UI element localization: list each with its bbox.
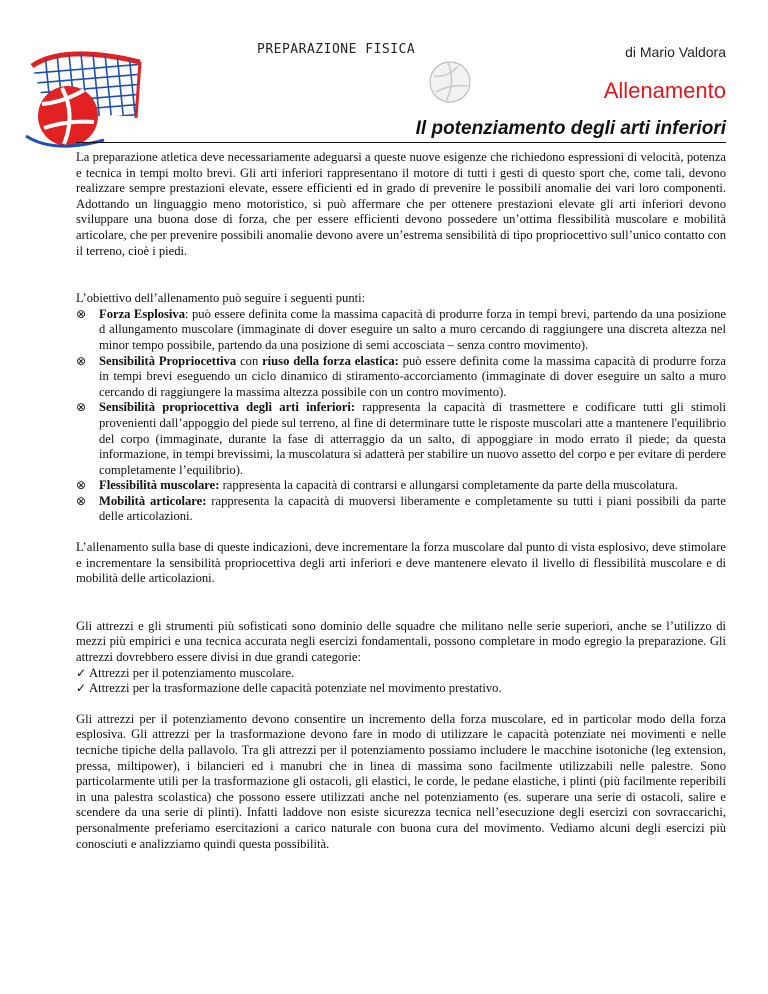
objectives-list [76,307,726,525]
list-item: ⊗ Flessibilità muscolare: rappresenta la capacità di contrarsi e allungarsi completamente da parte della muscolatura. [76,478,678,493]
author: di Mario Valdora [625,44,726,60]
list-item: ✓ Attrezzi per il potenziamento muscolare. [76,665,295,680]
tool-categories-list [76,666,726,697]
tools-paragraph: Gli attrezzi e gli strumenti più sofisticati sono dominio delle squadre che militano nelle serie superiori, anche se l’utilizzo di mezzi più empirici e una tecnica accurata negli esercizi fondamentali, possono completare in modo egregio la preparazione. Gli attrezzi dovrebbero essere divisi in due grandi categorie: [76,618,726,665]
checkmark-icon: ✓ [76,681,87,696]
volleyball-net-logo-icon [24,44,142,156]
circled-times-icon: ⊗ [76,493,87,508]
final-paragraph: Gli attrezzi per il potenziamento devono consentire un incremento della forza muscolare, ed in particolar modo della forza esplosiva. Gli attrezzi per la trasformazione devono fare in modo di utilizzare le capacità potenziate nei movimenti e nelle tecniche tipiche della pallavolo. Tra gli attrezzi per il potenziamento possiamo includere le macchine isotoniche (leg extension, pressa, miltipower), i bilancieri ed i manubri che in linea di massima sono facilmente utilizzabili nelle palestre. Sono particolarmente utili per la trasformazione gli ostacoli, gli elastici, le corde, le pedane elastiche, i plinti (più facilmente reperibili in una palestra scolastica) che possono essere utilizzati anche nel potenziamento (es. superare una serie di ostacoli, salire e scendere da una serie di plinti). Infatti laddove non esiste sicurezza tecnica nell’esecuzione degli esercizi con sovraccarichi, personalmente preferiamo esercitazioni a carico naturale con buona cura del movimento. Vediamo alcuni degli esercizi più conosciuti e analizziamo quindi questa possibilità. [76,711,726,851]
list-item: ⊗ Mobilità articolare: rappresenta la capacità di muoversi liberamente e completamente su tutti i piani possibili da parte delle articolazioni. [76,493,726,524]
intro-paragraph: La preparazione atletica deve necessariamente adeguarsi a queste nuove esigenze che richiedono espressioni di velocità, potenza e tecnica in tempi molto brevi. Gli arti inferiori rappresentano il motore di tutti i gesti di questo sport che, come tali, devono realizzare sempre prestazioni elevate, essere efficienti ed in grado di prevenire le possibili anomalie dei vari loro componenti. Adottando un linguaggio meno motoristico, si può affermare che per ottenere prestazioni elevate gli arti inferiori devono sviluppare una buona dose di forza, che per essere efficienti devono possedere un’ottima flessibilità muscolare e mobilità articolare, che per prevenire possibili anomalie devono avere un’estrema sensibilità di tipo propriocettivo sull’unico contatto con il terreno, cioè i piedi. [76,150,726,258]
title-divider [76,142,726,143]
volleyball-icon [428,60,472,104]
list-item: ⊗ Forza Esplosiva: può essere definita come la massima capacità di produrre forza in tempi brevi, partendo da una posizione d allungamento muscolare (immaginate di dover eseguire un salto a muro cercando di raggiungere una discreta altezza nel minor tempo possibile, partendo da una posizione di semi accosciata – senza contro movimento). [76,306,727,352]
list-item: ✓ Attrezzi per la trasformazione delle capacità potenziate nel movimento prestativo. [76,681,502,696]
circled-times-icon: ⊗ [76,400,87,415]
checkmark-icon: ✓ [76,665,87,680]
circled-times-icon: ⊗ [76,353,87,368]
document-body [76,150,726,852]
circled-times-icon: ⊗ [76,306,87,321]
circled-times-icon: ⊗ [76,478,87,493]
document-title: Il potenziamento degli arti inferiori [415,118,726,139]
list-item: ⊗ Sensibilità Propriocettiva con riuso della forza elastica: può essere definita come la massima capacità di produrre forza in tempi brevi eseguendo un ciclo dinamico di stiramento-accorciamento (immaginate di dover eseguire un salto a muro cercando di raggiungere la massima altezza possibile con un contro movimento). [76,353,726,399]
training-paragraph: L’allenamento sulla base di queste indicazioni, deve incrementare la forza muscolare dal punto di vista esplosivo, deve stimolare e incrementare la sensibilità propriocettiva degli arti inferiori e deve mantenere elevato il livello di flessibilità muscolare e di mobilità delle articolazioni. [76,540,726,586]
objectives-intro: L’obiettivo dell’allenamento può seguire i seguenti punti: [76,291,366,306]
brand-title: PREPARAZIONE FISICA [257,42,416,57]
section-title: Allenamento [603,78,726,103]
list-item: ⊗ Sensibilità propriocettiva degli arti inferiori: rappresenta la capacità di trasmettere e codificare tutti gli stimoli provenienti dall’appoggio del piede sul terreno, al fine di determinare tutte le risposte muscolari atte a mantenere l'equilibrio del corpo (immaginate, durante la fase di atterraggio da un salto, di appoggiare in modo errato il piede; da questa informazione, in tempi brevissimi, la muscolatura si adatterà per stabilire un nuovo assetto del corpo e per evitare di perdere completamente l’equilibrio). [76,400,726,477]
